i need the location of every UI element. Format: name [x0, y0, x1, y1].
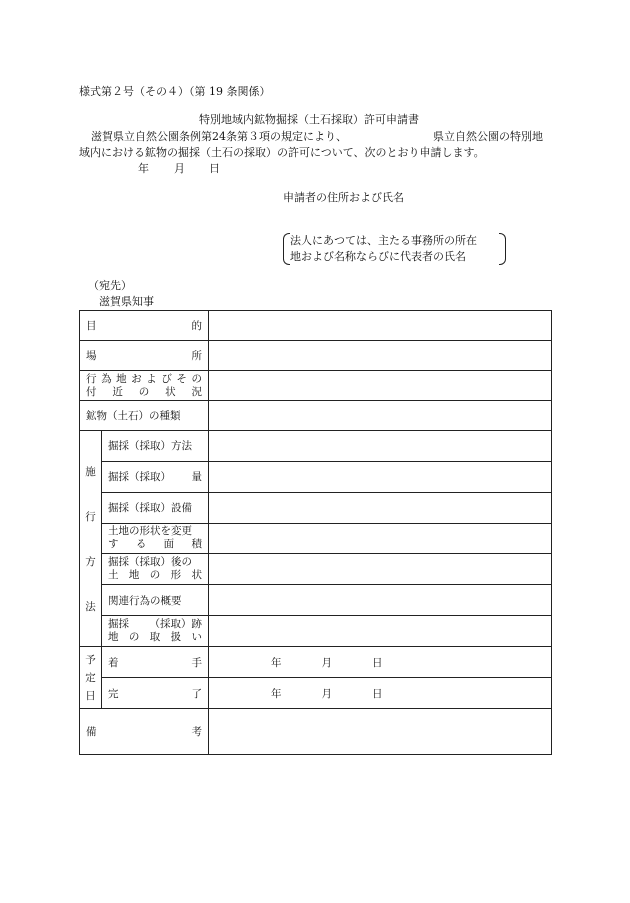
- row-excavation-equipment: [80, 492, 552, 523]
- input-site-condition[interactable]: [209, 371, 552, 401]
- intro-line1-right: 県立自然公園の特別地: [433, 130, 543, 143]
- label-excavation-equipment: 掘採（採取）設備: [102, 492, 209, 523]
- start-year: 年: [271, 656, 282, 669]
- start-month: 月: [321, 656, 332, 669]
- document-title: 特別地域内鉱物掘採（土石採取）許可申請書: [199, 113, 419, 126]
- form-number: 様式第２号（その４）（第 19 条関係）: [79, 85, 271, 98]
- input-location[interactable]: [209, 341, 552, 371]
- input-excavation-amount[interactable]: [209, 461, 552, 492]
- intro-line1-left: 滋賀県立自然公園条例第24条第３項の規定により、: [91, 130, 347, 143]
- row-related-acts: [80, 585, 552, 616]
- corporate-note-line2: 地および名称ならびに代表者の氏名: [290, 250, 466, 263]
- date-day: 日: [209, 162, 220, 175]
- input-schedule-end[interactable]: [209, 678, 552, 709]
- label-remains: 掘採 （採取）跡 地 の 取 扱 い: [102, 616, 209, 647]
- input-remains[interactable]: [209, 616, 552, 647]
- label-schedule-start: 着 手: [102, 647, 209, 678]
- applicant-label: 申請者の住所および氏名: [283, 191, 404, 204]
- intro-line2: 域内における鉱物の掘採（土石の採取）の許可について、次のとおり申請します。: [79, 146, 485, 159]
- row-remarks: [80, 709, 552, 755]
- end-month: 月: [321, 687, 332, 700]
- row-land-change-area: [80, 523, 552, 554]
- row-schedule-end: [80, 678, 552, 709]
- row-location: [80, 341, 552, 371]
- label-purpose: 目 的: [80, 311, 209, 341]
- row-site-condition: [80, 371, 552, 401]
- row-excavation-method: [80, 431, 552, 462]
- corporate-note-line1: 法人にあつては、主たる事務所の所在: [290, 234, 477, 247]
- input-excavation-equipment[interactable]: [209, 492, 552, 523]
- label-related-acts: 関連行為の概要: [102, 585, 209, 616]
- label-remarks: 備 考: [80, 709, 209, 755]
- input-remarks[interactable]: [209, 709, 552, 755]
- addressee-name: 滋賀県知事: [99, 295, 154, 308]
- label-schedule-group: 予 定 日: [80, 647, 102, 709]
- row-purpose: [80, 311, 552, 341]
- label-location: 場 所: [80, 341, 209, 371]
- input-purpose[interactable]: [209, 311, 552, 341]
- row-excavation-amount: [80, 461, 552, 492]
- input-land-change-area[interactable]: [209, 523, 552, 554]
- input-after-shape[interactable]: [209, 554, 552, 585]
- note-right-bracket: [499, 233, 506, 265]
- row-remains: [80, 616, 552, 647]
- label-excavation-amount: 掘採（採取） 量: [102, 461, 209, 492]
- label-schedule-end: 完 了: [102, 678, 209, 709]
- input-excavation-method[interactable]: [209, 431, 552, 462]
- label-method-group: 施 行 方 法: [80, 431, 102, 647]
- label-land-change-area: 土地の形状を変更 す る 面 積: [102, 523, 209, 554]
- input-schedule-start[interactable]: [209, 647, 552, 678]
- input-mineral-type[interactable]: [209, 401, 552, 431]
- input-related-acts[interactable]: [209, 585, 552, 616]
- addressee-label: （宛先）: [88, 279, 132, 292]
- row-after-shape: [80, 554, 552, 585]
- date-month: 月: [174, 162, 185, 175]
- end-year: 年: [271, 687, 282, 700]
- label-after-shape: 掘採（採取）後の 土 地 の 形 状: [102, 554, 209, 585]
- row-mineral-type: [80, 401, 552, 431]
- note-left-bracket: [283, 233, 290, 265]
- label-excavation-method: 掘採（採取）方法: [102, 431, 209, 462]
- date-year: 年: [138, 162, 149, 175]
- application-table: [79, 310, 552, 755]
- row-schedule-start: [80, 647, 552, 678]
- label-mineral-type: 鉱物（土石）の種類: [80, 401, 209, 431]
- end-day: 日: [372, 687, 383, 700]
- label-site-condition: 行 為 地 お よ び そ の 付 近 の 状 況: [80, 371, 209, 401]
- start-day: 日: [372, 656, 383, 669]
